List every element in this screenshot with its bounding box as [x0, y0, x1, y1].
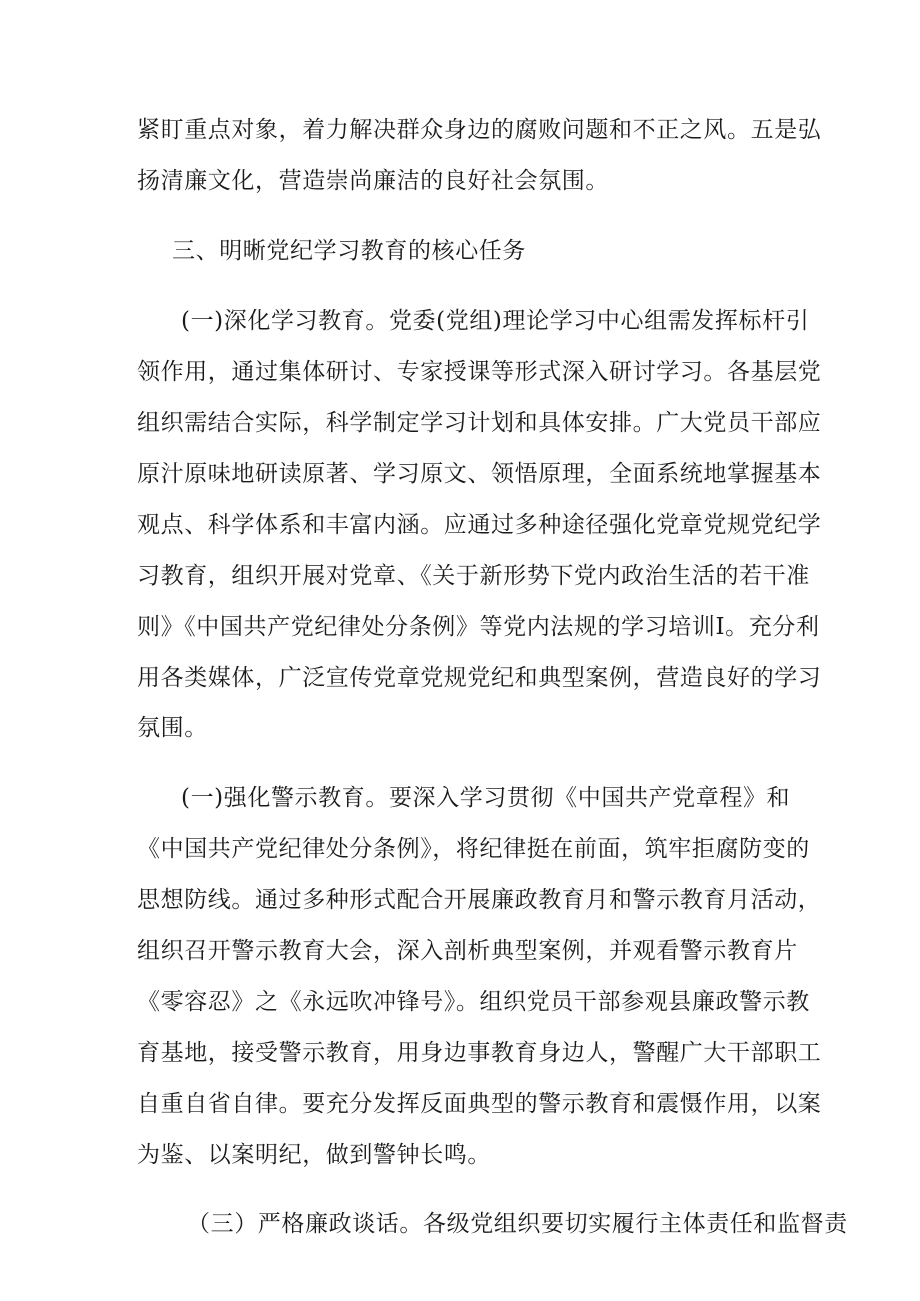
text-line: 习教育，组织开展对党章、《关于新形势下党内政治生活的若干准	[137, 563, 810, 589]
text-line: 原汁原味地研读原著、学习原文、领悟原理，全面系统地掌握基本	[137, 461, 822, 487]
text-line: 氛围。	[137, 715, 208, 741]
text-line: 领作用，通过集体研讨、专家授课等形式深入研讨学习。各基层党	[137, 359, 822, 385]
section-heading: 三、明晰党纪学习教育的核心任务	[172, 238, 526, 264]
text-line: 《中国共产党纪律处分条例》，将纪律挺在前面，筑牢拒腐防变的	[137, 836, 810, 862]
text-line: 紧盯重点对象，着力解决群众身边的腐败问题和不正之风。五是弘	[137, 117, 822, 143]
text-line: 思想防线。通过多种形式配合开展廉政教育月和警示教育月活动，	[137, 887, 822, 913]
text-line: 自重自省自律。要充分发挥反面典型的警示教育和震慑作用，以案	[137, 1091, 822, 1117]
text-line: 组织召开警示教育大会，深入剖析典型案例，并观看警示教育片	[137, 938, 798, 964]
text-line: 育基地，接受警示教育，用身边事教育身边人，警醒广大干部职工	[137, 1040, 822, 1066]
text-line: 组织需结合实际，科学制定学习计划和具体安排。广大党员干部应	[137, 410, 822, 436]
text-line: 为鉴、以案明纪，做到警钟长鸣。	[137, 1142, 491, 1168]
text-line: 扬清廉文化，营造崇尚廉洁的良好社会氛围。	[137, 168, 609, 194]
paragraph-2-first-line: (一)强化警示教育。要深入学习贯彻《中国共产党章程》和	[181, 785, 791, 811]
text-line: 观点、科学体系和丰富内涵。应通过多种途径强化党章党规党纪学	[137, 512, 822, 538]
text-line: 则》《中国共产党纪律处分条例》等党内法规的学习培训I。充分利	[137, 614, 820, 640]
paragraph-3-first-line: （三）严格廉政谈话。各级党组织要切实履行主体责任和监督责	[187, 1211, 848, 1237]
text-line: 《零容忍》之《永远吹冲锋号》。组织党员干部参观县廉政警示教	[137, 989, 810, 1015]
paragraph-1-first-line: (一)深化学习教育。党委(党组)理论学习中心组需发挥标杆引	[181, 308, 810, 334]
text-line: 用各类媒体，广泛宣传党章党规党纪和典型案例，营造良好的学习	[137, 665, 822, 691]
